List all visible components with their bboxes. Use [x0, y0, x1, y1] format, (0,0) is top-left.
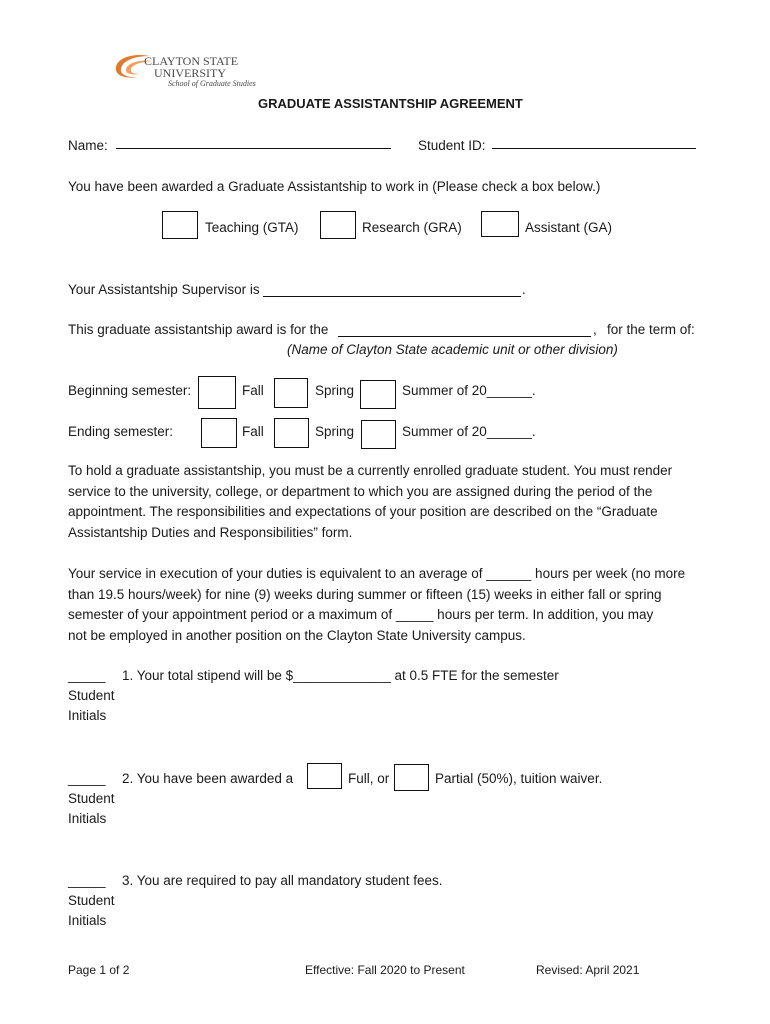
- ending-fall-checkbox[interactable]: [201, 418, 237, 448]
- supervisor-suffix: .: [522, 282, 526, 297]
- assistant-checkbox[interactable]: [481, 211, 519, 237]
- beginning-fall-checkbox[interactable]: [198, 376, 236, 409]
- paragraph-line: To hold a graduate assistantship, you must be a currently enrolled graduate student. You must render: [68, 463, 673, 478]
- ending-fall-label: Fall: [242, 424, 264, 439]
- beginning-fall-label: Fall: [242, 383, 264, 398]
- paragraph-line: service to the university, college, or department to which you are assigned during the period of the: [68, 483, 653, 499]
- partial-waiver-label: Partial (50%), tuition waiver.: [435, 771, 603, 786]
- beginning-spring-checkbox[interactable]: [274, 378, 308, 408]
- footer-effective: Effective: Fall 2020 to Present: [305, 963, 465, 977]
- footer-page-number: Page 1 of 2: [68, 963, 130, 977]
- item1-initials-label: Initials: [68, 708, 107, 723]
- ending-summer-label: Summer of 20______.: [402, 424, 536, 439]
- beginning-semester-label: Beginning semester:: [68, 383, 192, 398]
- unit-note: (Name of Clayton State academic unit or other division): [287, 342, 618, 357]
- unit-suffix: ,: [593, 322, 597, 337]
- ending-spring-label: Spring: [315, 424, 355, 439]
- beginning-spring-label: Spring: [315, 383, 355, 398]
- ending-summer-checkbox[interactable]: [361, 420, 396, 449]
- item1-initials-blank[interactable]: _____: [68, 668, 106, 683]
- assistant-label: Assistant (GA): [525, 220, 613, 235]
- full-waiver-label: Full, or: [348, 771, 390, 786]
- enrollment-paragraph: [68, 461, 708, 543]
- teaching-checkbox[interactable]: [162, 211, 198, 239]
- item1-initials-student: Student: [68, 688, 115, 703]
- item2-initials-student: Student: [68, 791, 115, 806]
- unit-label: This graduate assistantship award is for the: [68, 322, 329, 337]
- full-waiver-checkbox[interactable]: [307, 763, 342, 789]
- footer-revised: Revised: April 2021: [536, 963, 640, 977]
- paragraph-line: Your service in execution of your duties is equivalent to an average of ______ hours per week (no more: [68, 566, 686, 581]
- item2-initials-label: Initials: [68, 811, 107, 826]
- research-label: Research (GRA): [362, 220, 462, 235]
- page-title: GRADUATE ASSISTANTSHIP AGREEMENT: [258, 96, 523, 111]
- service-paragraph: [68, 564, 708, 646]
- beginning-summer-label: Summer of 20______.: [402, 383, 536, 398]
- item1-stipend-text: 1. Your total stipend will be $_____________ at 0.5 FTE for the semester: [122, 668, 559, 683]
- teaching-label: Teaching (GTA): [205, 220, 299, 235]
- item2-initials-blank[interactable]: _____: [68, 771, 106, 786]
- name-field[interactable]: [116, 134, 391, 149]
- paragraph-line: not be employed in another position on the Clayton State University campus.: [68, 627, 526, 643]
- partial-waiver-checkbox[interactable]: [394, 764, 429, 791]
- supervisor-field[interactable]: [263, 282, 521, 297]
- research-checkbox[interactable]: [320, 211, 356, 239]
- paragraph-line: Assistantship Duties and Responsibilities” form.: [68, 524, 353, 540]
- item3-initials-student: Student: [68, 893, 115, 908]
- logo-line-1: CLAYTON STATE: [144, 54, 239, 68]
- university-logo: [112, 50, 272, 92]
- item3-initials-blank[interactable]: _____: [68, 873, 106, 888]
- item3-initials-label: Initials: [68, 913, 107, 928]
- name-label: Name:: [68, 138, 108, 153]
- student-id-field[interactable]: [492, 134, 696, 149]
- paragraph-line: than 19.5 hours/week) for nine (9) weeks during summer or fifteen (15) weeks in either fall or spring: [68, 586, 662, 602]
- paragraph-line: semester of your appointment period or a maximum of _____ hours per term. In addition, you may: [68, 607, 654, 622]
- logo-line-3: School of Graduate Studies: [168, 79, 256, 88]
- supervisor-label: Your Assistantship Supervisor is: [68, 282, 260, 297]
- item3-fees-text: 3. You are required to pay all mandatory student fees.: [122, 873, 443, 888]
- logo-line-2: UNIVERSITY: [154, 66, 226, 80]
- ending-spring-checkbox[interactable]: [274, 418, 309, 448]
- item2-waiver-text: 2. You have been awarded a: [122, 771, 294, 786]
- term-label: for the term of:: [607, 322, 695, 337]
- paragraph-line: appointment. The responsibilities and expectations of your position are described on the “Graduate: [68, 504, 658, 519]
- beginning-summer-checkbox[interactable]: [360, 380, 396, 409]
- student-id-label: Student ID:: [418, 138, 486, 153]
- award-prompt: You have been awarded a Graduate Assistantship to work in (Please check a box below.): [68, 179, 601, 194]
- ending-semester-label: Ending semester:: [68, 424, 174, 439]
- unit-field[interactable]: [338, 322, 591, 337]
